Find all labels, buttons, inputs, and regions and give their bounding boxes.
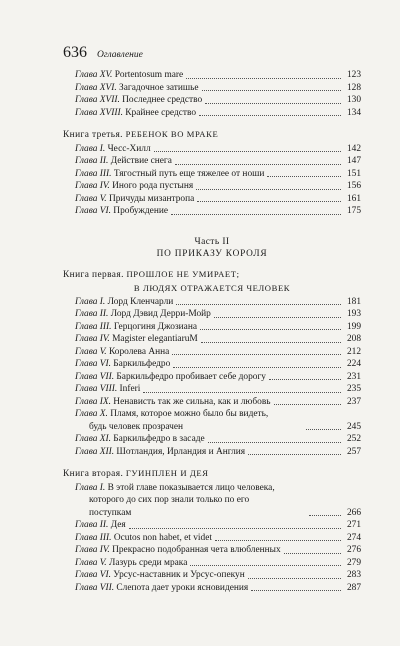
toc-entry[interactable] <box>63 569 361 582</box>
page-ref: 271 <box>346 520 361 530</box>
chapter-title: Пламя, которое можно было бы видеть, <box>110 409 269 419</box>
page-ref: 161 <box>346 193 361 204</box>
chapter-label: Глава XII. <box>75 446 115 457</box>
chapter-title: Загадочное затишье <box>119 82 199 93</box>
chapter-title: Пробуждение <box>113 206 169 216</box>
entry-text <box>75 180 193 193</box>
dot-leader <box>176 304 341 305</box>
book-title: ПРОШЛОЕ НЕ УМИРАЕТ; <box>126 268 240 279</box>
entry-text <box>75 155 172 168</box>
book-title: РЕБЕНОК ВО МРАКЕ <box>125 129 219 139</box>
toc-entry[interactable] <box>63 482 361 520</box>
chapter-title: Баркильфедро пробивает себе дорогу <box>116 371 266 382</box>
toc-entry[interactable] <box>63 582 361 595</box>
chapter-label: Глава II. <box>75 309 109 319</box>
dot-leader <box>214 317 341 318</box>
running-title: Оглавление <box>97 50 143 60</box>
entry-text <box>75 569 245 582</box>
chapter-title: Королева Анна <box>108 346 170 357</box>
entry-text <box>75 532 212 545</box>
chapter-label: Глава VI. <box>75 206 111 216</box>
chapter-title-continuation: поступкам <box>89 507 132 518</box>
entry-text <box>75 107 196 120</box>
page-ref: 257 <box>346 446 361 457</box>
chapter-title: В этой главе показывается лицо человека, <box>107 482 275 493</box>
chapter-title: Действие снега <box>110 156 172 166</box>
dot-leader <box>196 189 341 190</box>
dot-leader <box>309 515 341 516</box>
chapter-title: Лорд Дэвид Дерри-Мойр <box>110 309 211 319</box>
toc-entry[interactable] <box>63 94 361 107</box>
chapter-label: Глава I. <box>75 296 106 307</box>
chapter-label: Глава V. <box>75 346 107 357</box>
page-ref: 130 <box>346 95 361 105</box>
toc-entry[interactable] <box>63 383 361 396</box>
entry-text <box>75 168 264 181</box>
page-ref: 252 <box>346 434 361 444</box>
chapter-label: Глава VI. <box>75 359 111 369</box>
page-ref: 175 <box>346 206 361 216</box>
chapter-label: Глава III. <box>75 168 112 179</box>
part-title: ПО ПРИКАЗУ КОРОЛЯ <box>156 249 268 259</box>
entry-text <box>75 94 202 107</box>
chapter-label: Глава I. <box>75 482 106 493</box>
chapter-label: Глава IV. <box>75 334 110 344</box>
table-of-contents <box>63 69 361 594</box>
book-title-continuation: В ЛЮДЯХ ОТРАЖАЕТСЯ ЧЕЛОВЕК <box>133 283 291 293</box>
page-ref: 199 <box>346 321 361 332</box>
entry-text <box>75 433 205 446</box>
book-heading <box>63 128 361 142</box>
dot-leader <box>172 354 341 355</box>
entry-text <box>75 408 303 433</box>
entry-text <box>75 582 248 595</box>
dot-leader <box>200 329 341 330</box>
toc-entry[interactable] <box>63 193 361 206</box>
dot-leader <box>173 367 341 368</box>
chapter-label: Глава VII. <box>75 371 115 382</box>
chapter-title: Inferi <box>119 384 141 394</box>
toc-entry[interactable] <box>63 296 361 309</box>
entry-text <box>75 482 306 520</box>
toc-entry[interactable] <box>63 143 361 156</box>
toc-entry[interactable] <box>63 308 361 321</box>
chapter-title: Ненависть так же сильна, как и любовь <box>113 396 271 407</box>
toc-entry[interactable] <box>63 396 361 409</box>
toc-entry[interactable] <box>63 519 361 532</box>
page-ref: 237 <box>346 396 361 407</box>
chapter-label: Глава V. <box>75 193 107 204</box>
chapter-title: Лазурь среди мрака <box>108 557 188 568</box>
dot-leader <box>215 540 341 541</box>
chapter-label: Глава XVII. <box>75 95 120 105</box>
dot-leader <box>202 90 341 91</box>
chapter-title-continuation: которого до сих пор знали только по его <box>89 495 250 505</box>
dot-leader <box>251 590 341 591</box>
toc-entry[interactable] <box>63 544 361 557</box>
chapter-label: Глава VIII. <box>75 384 118 394</box>
toc-entry[interactable] <box>63 446 361 459</box>
chapter-label: Глава I. <box>75 143 106 154</box>
toc-entry[interactable] <box>63 408 361 433</box>
book-heading <box>63 268 361 282</box>
dot-leader <box>205 103 341 104</box>
chapter-label: Глава IV. <box>75 545 110 555</box>
dot-leader <box>306 429 341 430</box>
dot-leader <box>267 176 341 177</box>
dot-leader <box>154 151 341 152</box>
page-ref: 193 <box>346 309 361 319</box>
page-ref: 181 <box>346 296 361 307</box>
toc-entry[interactable] <box>63 69 361 82</box>
chapter-label: Глава VI. <box>75 570 111 580</box>
dot-leader <box>129 528 341 529</box>
toc-entry[interactable] <box>63 333 361 346</box>
toc-section-book-b <box>63 482 361 595</box>
toc-section-top <box>63 69 361 119</box>
chapter-title: Лорд Кленчарли <box>107 296 174 307</box>
entry-text <box>75 205 168 218</box>
entry-text <box>75 333 198 346</box>
entry-text <box>75 446 245 459</box>
entry-text <box>75 143 151 156</box>
entry-text <box>75 82 199 95</box>
book-title: ГУИНПЛЕН И ДЕЯ <box>125 468 209 478</box>
dot-leader <box>208 442 341 443</box>
entry-text <box>75 383 140 396</box>
dot-leader <box>274 404 341 405</box>
toc-entry[interactable] <box>63 358 361 371</box>
entry-text <box>75 308 211 321</box>
chapter-label: Глава III. <box>75 532 112 543</box>
dot-leader <box>248 578 341 579</box>
toc-entry[interactable] <box>63 557 361 570</box>
entry-text <box>75 371 266 384</box>
chapter-title: Ocutos non habet, et videt <box>113 532 212 543</box>
page-ref: 276 <box>346 545 361 555</box>
page-ref: 156 <box>346 181 361 191</box>
chapter-title: Причуды мизантропа <box>108 193 195 204</box>
toc-entry[interactable] <box>63 346 361 359</box>
page-ref: 231 <box>346 371 361 382</box>
page-ref: 142 <box>346 143 361 154</box>
chapter-title: Баркильфедро в засаде <box>113 434 205 444</box>
entry-text <box>75 321 197 334</box>
chapter-title: Дея <box>110 520 126 530</box>
part-heading <box>63 236 361 261</box>
entry-text <box>75 193 194 206</box>
chapter-title: Баркильфедро <box>113 359 171 369</box>
dot-leader <box>171 214 341 215</box>
chapter-title: Portentosum mare <box>114 70 184 80</box>
toc-entry[interactable] <box>63 155 361 168</box>
chapter-title: Слепота дает уроки ясновидения <box>116 582 249 593</box>
toc-section-book-a <box>63 296 361 459</box>
dot-leader <box>269 379 341 380</box>
chapter-label: Глава XI. <box>75 434 111 444</box>
page-ref: 245 <box>346 421 362 432</box>
chapter-title: Magister elegantiaruM <box>112 334 198 344</box>
entry-text <box>75 296 173 309</box>
dot-leader <box>201 342 341 343</box>
chapter-label: Глава V. <box>75 557 107 568</box>
page-ref: 274 <box>346 532 361 543</box>
toc-entry[interactable] <box>63 180 361 193</box>
dot-leader <box>190 565 341 566</box>
page-ref: 224 <box>346 359 361 369</box>
chapter-label: Глава II. <box>75 156 109 166</box>
chapter-title: Урсус-наставник и Урсус-опекун <box>113 570 245 580</box>
book-heading <box>63 467 361 481</box>
toc-entry[interactable] <box>63 168 361 181</box>
page-ref: 128 <box>346 82 361 93</box>
page-header <box>63 44 143 62</box>
book-lead: Книга третья. <box>63 130 123 140</box>
entry-text <box>75 396 271 409</box>
page-ref: 151 <box>346 168 361 179</box>
page-ref: 123 <box>346 70 361 80</box>
dot-leader <box>248 454 341 455</box>
page-ref: 235 <box>346 384 361 394</box>
chapter-title: Крайнее средство <box>125 107 197 118</box>
chapter-title: Герцогиня Джозиана <box>113 321 198 332</box>
dot-leader <box>197 201 341 202</box>
page-ref: 283 <box>346 570 361 580</box>
entry-text <box>75 519 126 532</box>
page-ref: 287 <box>346 582 361 593</box>
chapter-label: Глава XVIII. <box>75 107 123 118</box>
toc-entry[interactable] <box>63 321 361 334</box>
entry-text <box>75 544 281 557</box>
chapter-title: Шотландия, Ирландия и Англия <box>116 446 246 457</box>
entry-text <box>75 346 169 359</box>
page-ref: 208 <box>346 334 361 344</box>
dot-leader <box>143 392 341 393</box>
chapter-label: Глава IV. <box>75 181 110 191</box>
chapter-label: Глава III. <box>75 321 112 332</box>
toc-entry[interactable] <box>63 205 361 218</box>
entry-text <box>75 358 170 371</box>
dot-leader <box>199 115 341 116</box>
chapter-label: Глава XVI. <box>75 82 117 93</box>
toc-entry[interactable] <box>63 82 361 95</box>
chapter-label: Глава II. <box>75 520 109 530</box>
toc-section-book3 <box>63 143 361 218</box>
chapter-label: Глава X. <box>75 409 108 419</box>
toc-entry[interactable] <box>63 532 361 545</box>
part-number: Часть II <box>194 236 230 247</box>
chapter-title-continuation: будь человек прозрачен <box>89 421 184 432</box>
dot-leader <box>186 78 341 79</box>
page-ref: 212 <box>346 346 361 357</box>
page-number: 636 <box>63 44 87 61</box>
toc-entry[interactable] <box>63 107 361 120</box>
chapter-label: Глава XV. <box>75 70 113 80</box>
dot-leader <box>175 164 341 165</box>
toc-entry[interactable] <box>63 371 361 384</box>
chapter-label: Глава IX. <box>75 396 111 407</box>
page-ref: 134 <box>346 107 361 118</box>
page-ref: 147 <box>346 156 361 166</box>
chapter-title: Последнее средство <box>122 95 203 105</box>
chapter-title: Иного рода пустыня <box>112 181 194 191</box>
page-ref: 279 <box>346 557 361 568</box>
chapter-label: Глава VII. <box>75 582 115 593</box>
book-lead: Книга вторая. <box>63 469 124 479</box>
toc-entry[interactable] <box>63 433 361 446</box>
entry-text <box>75 557 187 570</box>
page-ref: 266 <box>346 507 361 518</box>
chapter-title: Прекрасно подобранная чета влюбленных <box>112 545 281 555</box>
book-lead: Книга первая. <box>63 269 124 280</box>
chapter-title: Тягостный путь еще тяжелее от ноши <box>113 168 265 179</box>
dot-leader <box>284 553 341 554</box>
entry-text <box>75 69 183 82</box>
chapter-title: Чесс-Хилл <box>107 143 151 154</box>
